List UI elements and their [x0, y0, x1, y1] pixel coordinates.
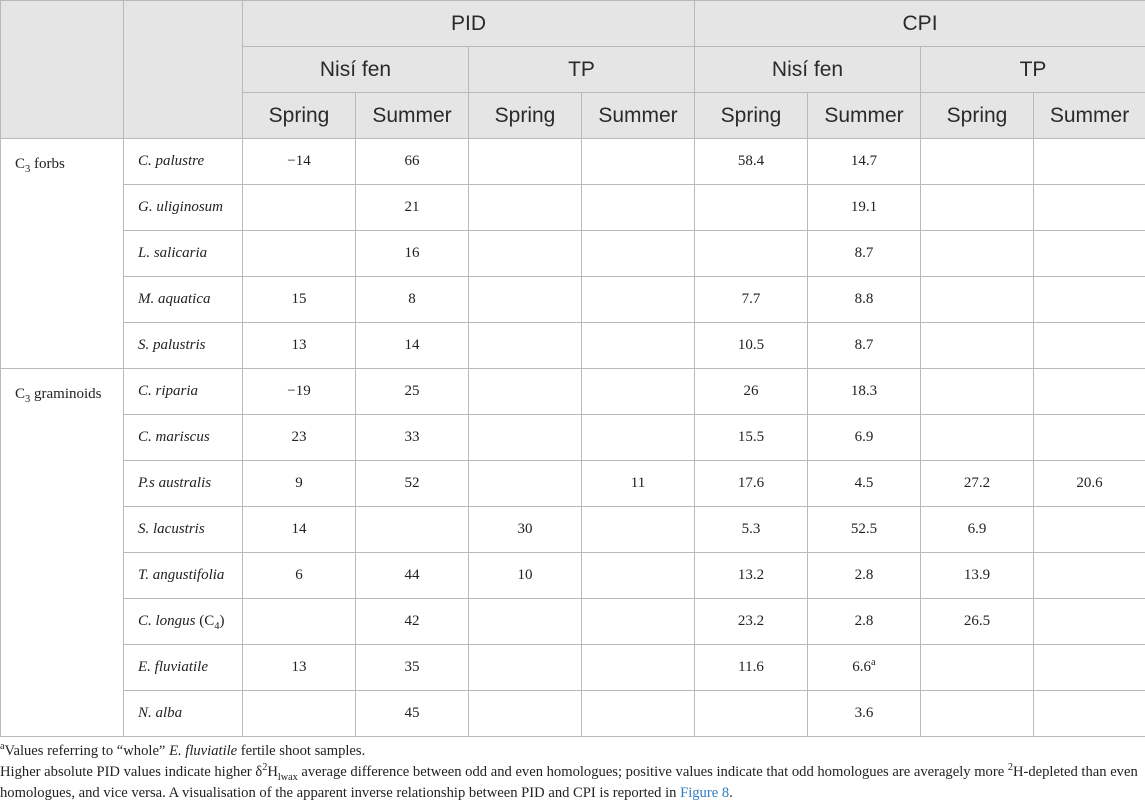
- table-row: [1, 231, 1145, 277]
- value-cell: [582, 369, 695, 415]
- header-blank-group: [1, 1, 124, 139]
- table-row: [1, 461, 1145, 507]
- value-cell: [921, 185, 1034, 231]
- species-name: S. palustris: [124, 323, 243, 369]
- header-season: Summer: [1034, 93, 1145, 139]
- species-name: C. riparia: [124, 369, 243, 415]
- value-cell: 11.6: [695, 645, 808, 691]
- value-cell: [1034, 185, 1145, 231]
- value-cell: 13: [243, 323, 356, 369]
- value-cell: [921, 369, 1034, 415]
- value-cell: [469, 599, 582, 645]
- value-cell: 14: [356, 323, 469, 369]
- value-cell: [1034, 691, 1145, 737]
- value-cell: 45: [356, 691, 469, 737]
- value-cell: [921, 691, 1034, 737]
- value-cell: 42: [356, 599, 469, 645]
- header-season: Summer: [808, 93, 921, 139]
- value-cell: [356, 507, 469, 553]
- value-cell: [243, 231, 356, 277]
- header-season: Spring: [695, 93, 808, 139]
- value-cell: 30: [469, 507, 582, 553]
- species-name: C. palustre: [124, 139, 243, 185]
- value-cell: 6: [243, 553, 356, 599]
- header-cpi: CPI: [695, 1, 1145, 47]
- value-cell: 66: [356, 139, 469, 185]
- value-cell: 23: [243, 415, 356, 461]
- value-cell: [582, 139, 695, 185]
- table-row: [1, 185, 1145, 231]
- value-cell: 35: [356, 645, 469, 691]
- header-site-pid-tp: TP: [469, 47, 695, 93]
- value-cell: [469, 231, 582, 277]
- table-row: [1, 323, 1145, 369]
- value-cell: 3.6: [808, 691, 921, 737]
- value-cell: 4.5: [808, 461, 921, 507]
- value-cell: −14: [243, 139, 356, 185]
- table-row: [1, 691, 1145, 737]
- value-cell: [469, 369, 582, 415]
- value-cell: [469, 277, 582, 323]
- value-cell: [469, 415, 582, 461]
- value-cell: 20.6: [1034, 461, 1145, 507]
- table-notes: [0, 741, 1145, 804]
- value-cell: 15.5: [695, 415, 808, 461]
- value-cell: 23.2: [695, 599, 808, 645]
- value-cell: 17.6: [695, 461, 808, 507]
- species-name: N. alba: [124, 691, 243, 737]
- value-cell: [582, 507, 695, 553]
- value-cell: [1034, 231, 1145, 277]
- table-row: [1, 415, 1145, 461]
- header-site-cpi-tp: TP: [921, 47, 1145, 93]
- table-explanation-note: Higher absolute PID values indicate higher $\delta^2H_{lwax}$ average difference between odd and even homologues; positive values indicate that odd homologues are averagely more $^2$H-depleted than even homologues, and vice versa. A visualisation of the apparent inverse relationship between PID and CPI is reported in Figure 8.: [0, 762, 1145, 804]
- value-cell: [695, 185, 808, 231]
- value-cell: [1034, 323, 1145, 369]
- value-cell: 10.5: [695, 323, 808, 369]
- value-cell: [243, 599, 356, 645]
- value-cell: 14.7: [808, 139, 921, 185]
- value-cell: 15: [243, 277, 356, 323]
- value-cell: −19: [243, 369, 356, 415]
- figure-8-link[interactable]: Figure 8: [680, 785, 729, 801]
- value-cell: [243, 185, 356, 231]
- table-row: [1, 599, 1145, 645]
- value-cell: [921, 231, 1034, 277]
- value-cell: [582, 231, 695, 277]
- value-cell: [582, 323, 695, 369]
- value-cell: 13: [243, 645, 356, 691]
- value-cell: [582, 185, 695, 231]
- value-cell: 19.1: [808, 185, 921, 231]
- table-row: [1, 507, 1145, 553]
- table-body: [1, 139, 1145, 737]
- table-row: [1, 139, 1145, 185]
- species-name: E. fluviatile: [124, 645, 243, 691]
- header-season: Summer: [356, 93, 469, 139]
- value-cell: [1034, 645, 1145, 691]
- value-cell: 9: [243, 461, 356, 507]
- value-cell: 8.8: [808, 277, 921, 323]
- value-cell: [921, 139, 1034, 185]
- value-cell: 21: [356, 185, 469, 231]
- group-label: $C_3$ forbs: [1, 139, 124, 369]
- value-cell: [1034, 369, 1145, 415]
- header-season: Spring: [921, 93, 1034, 139]
- value-cell: [1034, 415, 1145, 461]
- value-cell: [1034, 507, 1145, 553]
- table-row: [1, 553, 1145, 599]
- value-cell: [469, 323, 582, 369]
- header-pid: PID: [243, 1, 695, 47]
- value-cell: 25: [356, 369, 469, 415]
- header-season: Spring: [469, 93, 582, 139]
- value-cell: 52: [356, 461, 469, 507]
- value-cell: 5.3: [695, 507, 808, 553]
- value-cell: 2.8: [808, 553, 921, 599]
- species-name: G. uliginosum: [124, 185, 243, 231]
- value-cell: 8: [356, 277, 469, 323]
- value-cell: [695, 691, 808, 737]
- group-label: $C_3$ graminoids: [1, 369, 124, 737]
- value-cell: [921, 645, 1034, 691]
- value-cell: [921, 323, 1034, 369]
- value-cell: 10: [469, 553, 582, 599]
- species-name: C. mariscus: [124, 415, 243, 461]
- value-cell: [1034, 277, 1145, 323]
- value-cell: 6.9: [808, 415, 921, 461]
- value-cell: 26: [695, 369, 808, 415]
- value-cell: 26.5: [921, 599, 1034, 645]
- table-row: [1, 369, 1145, 415]
- value-cell: [469, 645, 582, 691]
- value-cell: 13.2: [695, 553, 808, 599]
- species-name: S. lacustris: [124, 507, 243, 553]
- species-name: P.s australis: [124, 461, 243, 507]
- species-name: C. longus $(C_4)$: [124, 599, 243, 645]
- value-cell: [469, 185, 582, 231]
- value-cell: 44: [356, 553, 469, 599]
- species-name: M. aquatica: [124, 277, 243, 323]
- value-cell: [1034, 599, 1145, 645]
- table-row: [1, 645, 1145, 691]
- value-cell: [582, 553, 695, 599]
- value-cell: 33: [356, 415, 469, 461]
- value-cell: 7.7: [695, 277, 808, 323]
- value-cell: [582, 599, 695, 645]
- value-cell: 2.8: [808, 599, 921, 645]
- value-cell: [695, 231, 808, 277]
- header-season: Spring: [243, 93, 356, 139]
- value-cell: 8.7: [808, 231, 921, 277]
- species-name: T. angustifolia: [124, 553, 243, 599]
- value-cell: 13.9: [921, 553, 1034, 599]
- value-cell: 18.3: [808, 369, 921, 415]
- value-cell: 6.9: [921, 507, 1034, 553]
- value-cell: [469, 461, 582, 507]
- value-cell: 16: [356, 231, 469, 277]
- header-site-pid-nisi: Nisí fen: [243, 47, 469, 93]
- table-row: [1, 277, 1145, 323]
- value-cell: [582, 691, 695, 737]
- header-site-cpi-nisi: Nisí fen: [695, 47, 921, 93]
- value-cell: [921, 277, 1034, 323]
- species-name: L. salicaria: [124, 231, 243, 277]
- value-cell: [582, 277, 695, 323]
- value-cell: [469, 139, 582, 185]
- value-cell: 8.7: [808, 323, 921, 369]
- value-cell: 6.6$^a$: [808, 645, 921, 691]
- value-cell: [582, 645, 695, 691]
- value-cell: [582, 415, 695, 461]
- value-cell: 58.4: [695, 139, 808, 185]
- header-season: Summer: [582, 93, 695, 139]
- value-cell: 11: [582, 461, 695, 507]
- value-cell: 52.5: [808, 507, 921, 553]
- value-cell: [1034, 139, 1145, 185]
- value-cell: [1034, 553, 1145, 599]
- value-cell: 14: [243, 507, 356, 553]
- value-cell: [921, 415, 1034, 461]
- value-cell: 27.2: [921, 461, 1034, 507]
- value-cell: [243, 691, 356, 737]
- header-blank-species: [124, 1, 243, 139]
- value-cell: [469, 691, 582, 737]
- footnote: $^a$Values referring to “whole” E. fluviatile fertile shoot samples.: [0, 741, 1145, 762]
